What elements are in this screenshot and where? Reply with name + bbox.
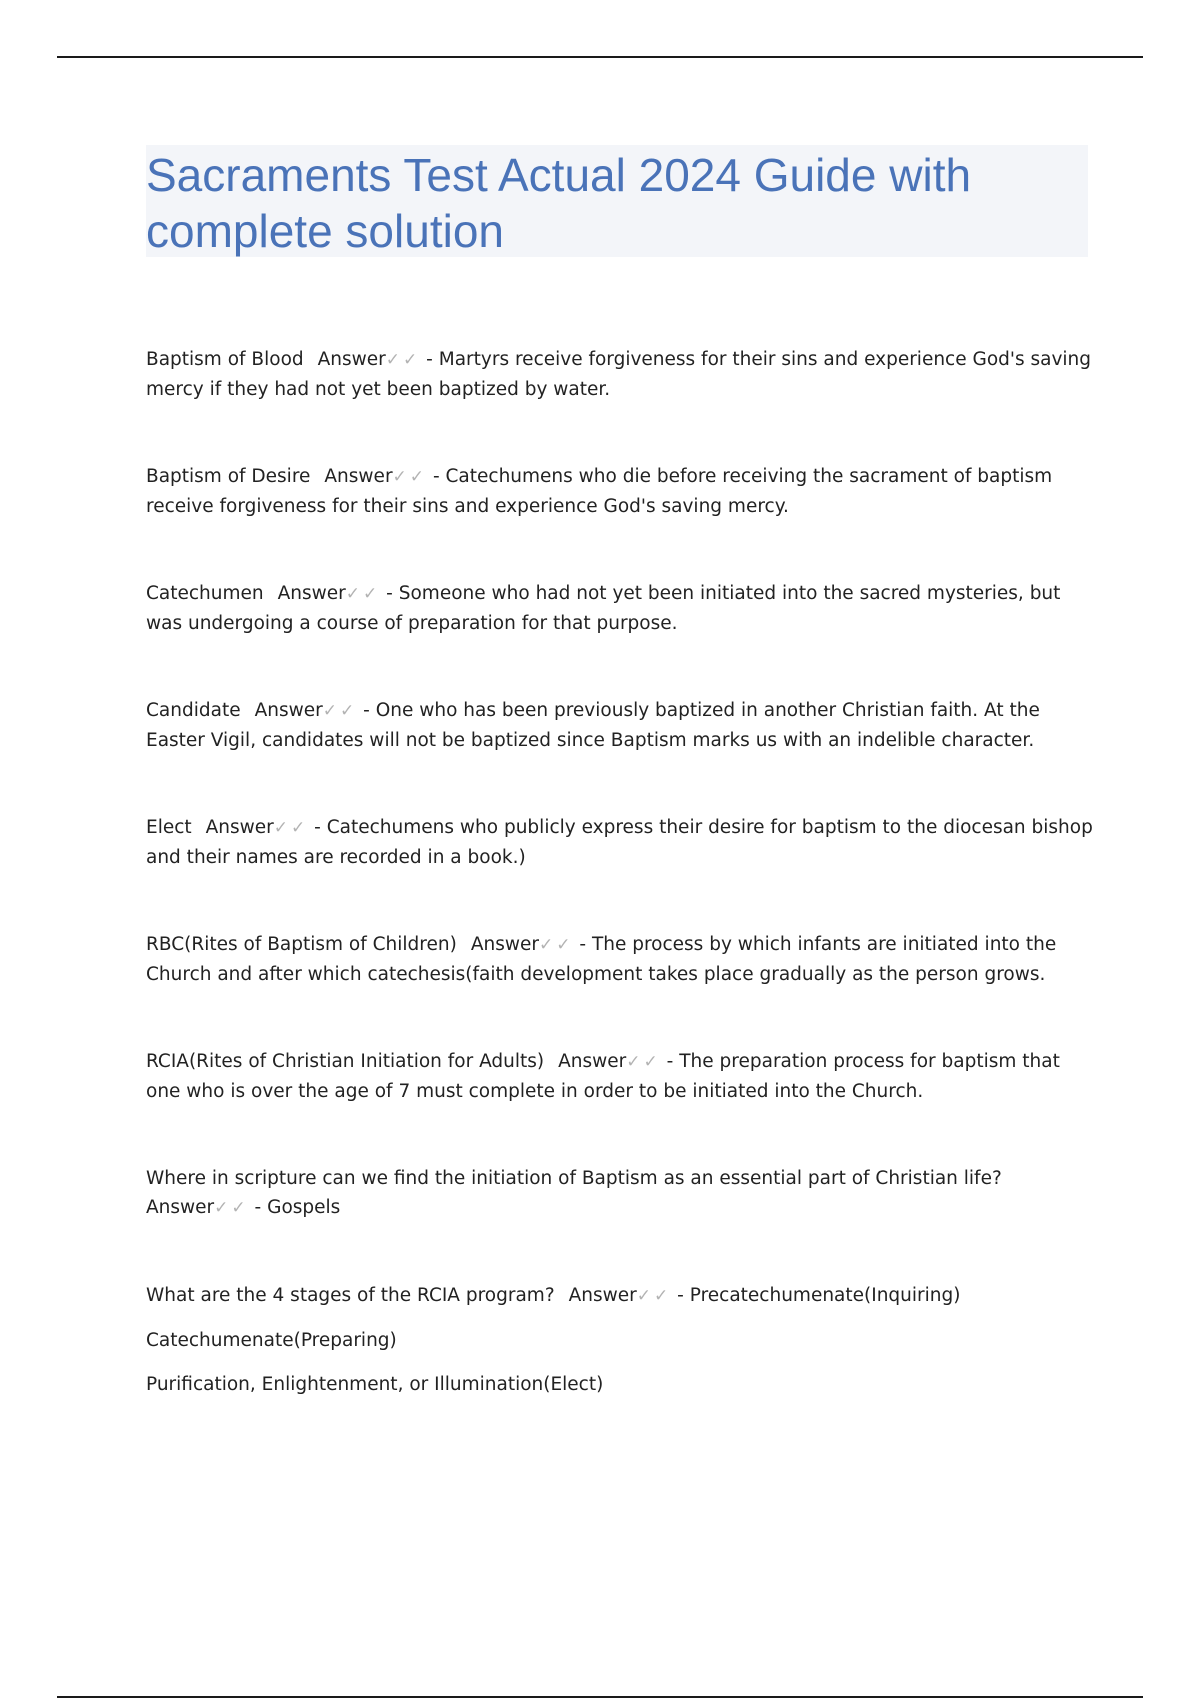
checkmark-icon: ✓✓ [626, 1052, 661, 1072]
answer-label: Answer [317, 349, 386, 370]
checkmark-icon: ✓✓ [322, 701, 358, 721]
answer-text: The preparation process for baptism that one who is over the age of 7 must complete in order to be initiated into the Church. [146, 1051, 1060, 1102]
answer-separator: - [432, 466, 440, 487]
answer-text: Catechumens who publicly express their desire for baptism to the diocesan bishop and their names are recorded in a book.) [146, 817, 1093, 868]
answer-text: The process by which infants are initiated into the Church and after which catechesis(faith development takes place gradually as the person grows. [146, 934, 1057, 985]
qa-item [146, 1047, 1096, 1106]
answer-text: Martyrs receive forgiveness for their sins and experience God's saving mercy if they had not yet been baptized by water. [146, 349, 1092, 400]
answer-label: Answer [470, 934, 539, 955]
qa-item [146, 1164, 1096, 1223]
answer-separator: - [426, 349, 433, 370]
answer-text: Precatechumenate(Inquiring) [689, 1285, 961, 1306]
question-term: Where in scripture can we find the initiation of Baptism as an essential part of Christian life? [146, 1168, 1002, 1189]
question-term: What are the 4 stages of the RCIA program? [146, 1285, 555, 1306]
answer-label: Answer [568, 1285, 637, 1306]
answer-continuation: Purification, Enlightenment, or Illumination(Elect) [146, 1374, 604, 1395]
answer-label: Answer [146, 1197, 215, 1218]
answer-text: Catechumens who die before receiving the sacrament of baptism receive forgiveness for their sins and experience God's saving mercy. [146, 466, 1053, 517]
question-term: Elect [146, 817, 192, 838]
qa-item [146, 1281, 1096, 1311]
answer-separator: - [254, 1197, 262, 1218]
qa-item [146, 462, 1096, 521]
checkmark-icon: ✓✓ [636, 1286, 672, 1306]
answer-separator: - [677, 1285, 684, 1306]
answer-label: Answer [254, 700, 323, 721]
checkmark-icon: ✓✓ [392, 467, 428, 487]
checkmark-icon: ✓✓ [385, 350, 421, 370]
question-term: RBC(Rites of Baptism of Children) [146, 934, 457, 955]
answer-separator: - [666, 1051, 674, 1072]
qa-item [146, 579, 1096, 638]
answer-continuation: Catechumenate(Preparing) [146, 1330, 397, 1351]
footer-rule [57, 1696, 1143, 1698]
answer-text: Gospels [267, 1197, 341, 1218]
qa-item [146, 930, 1096, 989]
qa-item [146, 696, 1096, 755]
answer-text: One who has been previously baptized in another Christian faith. At the Easter Vigil, candidates will not be baptized since Baptism marks us with an indelible character. [146, 700, 1040, 751]
answer-label: Answer [324, 466, 393, 487]
answer-separator: - [386, 583, 393, 604]
question-term: Candidate [146, 700, 241, 721]
question-term: RCIA(Rites of Christian Initiation for Adults) [146, 1051, 545, 1072]
qa-item [146, 345, 1096, 404]
answer-separator: - [579, 934, 587, 955]
checkmark-icon: ✓✓ [538, 935, 574, 955]
document-title: Sacraments Test Actual 2024 Guide with complete solution [146, 149, 972, 257]
answer-separator: - [363, 700, 370, 721]
answer-label: Answer [558, 1051, 627, 1072]
checkmark-icon: ✓✓ [345, 584, 381, 604]
checkmark-icon: ✓✓ [214, 1198, 249, 1218]
question-term: Baptism of Desire [146, 466, 311, 487]
header-rule [57, 56, 1143, 58]
checkmark-icon: ✓✓ [273, 818, 309, 838]
question-term: Baptism of Blood [146, 349, 304, 370]
answer-label: Answer [277, 583, 346, 604]
question-term: Catechumen [146, 583, 264, 604]
qa-item [146, 813, 1096, 872]
answer-label: Answer [205, 817, 274, 838]
document-body [146, 345, 1096, 1399]
answer-separator: - [314, 817, 321, 838]
answer-text: Someone who had not yet been initiated into the sacred mysteries, but was undergoing a course of preparation for that purpose. [146, 583, 1061, 634]
